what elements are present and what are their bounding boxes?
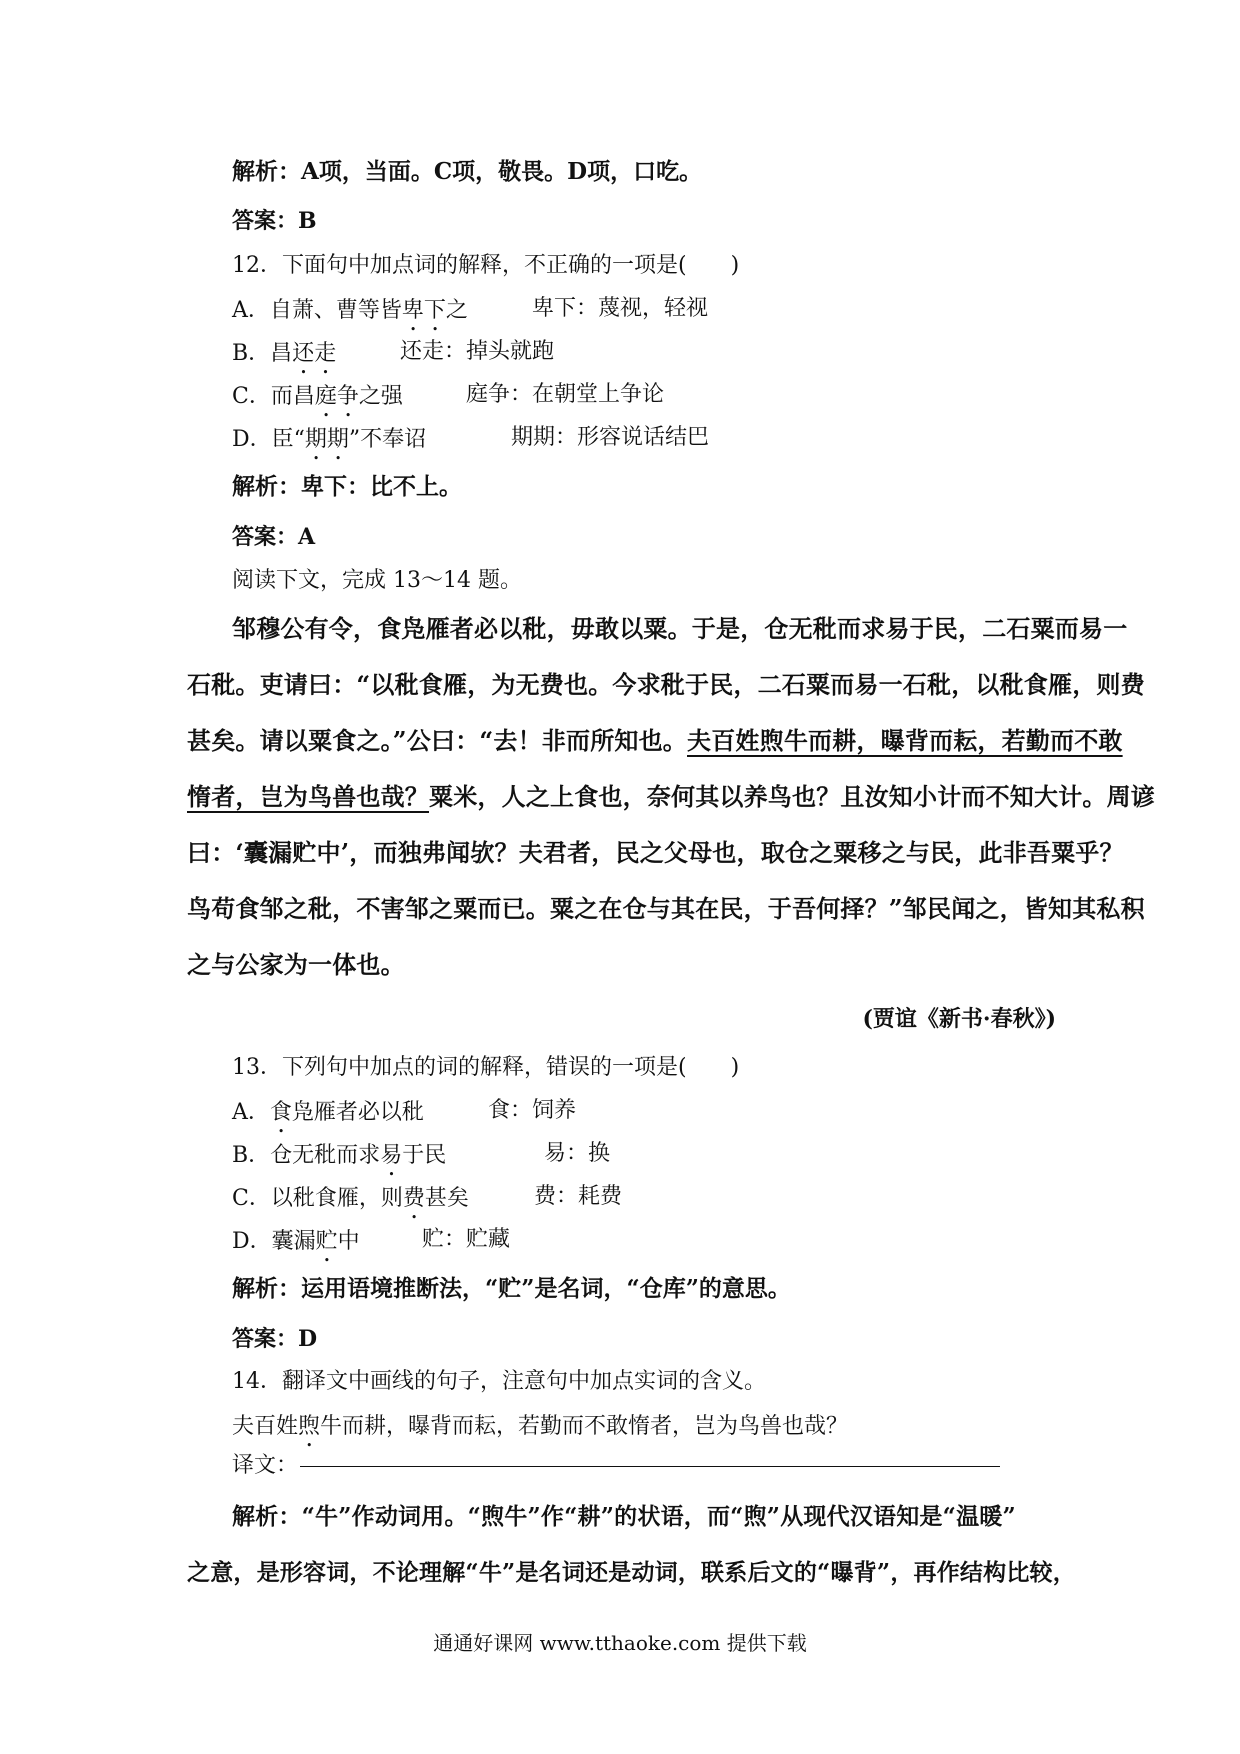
option-letter: D． — [232, 427, 272, 452]
passage-text: 甚矣。请以粟食之。”公曰：“去！非而所知也。 — [187, 726, 688, 755]
passage-line-3 — [187, 726, 1123, 755]
option-gloss: 还走：掉头就跑 — [400, 339, 555, 364]
option-letter: A． — [232, 1100, 270, 1125]
q14-analysis-line-2: 之意，是形容词，不论理解“牛”是名词还是动词，联系后文的“曝背”，再作结构比较， — [187, 1559, 1076, 1586]
reading-intro: 阅读下文，完成 13～14 题。 — [232, 568, 522, 593]
q12-option-a — [232, 296, 709, 336]
option-letter: A． — [232, 298, 270, 323]
passage-source: (贾谊《新书·春秋》) — [862, 1006, 1056, 1032]
option-text: 以秕食雁，则 — [270, 1186, 403, 1211]
option-gloss: 庭争：在朝堂上争论 — [466, 382, 665, 407]
q13-option-b — [232, 1141, 611, 1181]
passage-text: 粟米，人之上食也，奈何其以养鸟也？且汝知小计而不知大计。周谚 — [429, 782, 1155, 811]
option-text: 中 — [337, 1229, 360, 1254]
option-letter: C． — [232, 384, 271, 409]
option-text: 之强 — [358, 384, 403, 409]
translation-answer-line[interactable] — [300, 1466, 1000, 1467]
option-gloss: 贮：贮藏 — [422, 1227, 511, 1252]
dotted-word: 食 — [269, 1100, 292, 1125]
option-letter: C． — [232, 1186, 271, 1211]
q12-option-d — [232, 425, 710, 465]
q13-analysis: 解析：运用语境推断法，“贮”是名词，“仓库”的意思。 — [232, 1275, 791, 1302]
dotted-word: 卑下 — [401, 298, 446, 323]
translation-label: 译文： — [232, 1453, 299, 1478]
page-footer: 通通好课网 www.tthaoke.com 提供下载 — [433, 1631, 807, 1655]
option-text: ”不奉诏 — [348, 427, 427, 452]
option-text: 凫雁者必以秕 — [291, 1100, 424, 1125]
q11-answer: 答案：B — [232, 208, 317, 234]
option-gloss: 卑下：蔑视，轻视 — [532, 296, 709, 321]
q14-stem: 14．翻译文中画线的句子，注意句中加点实词的含义。 — [232, 1369, 766, 1394]
underlined-sentence: 夫百姓煦牛而耕，曝背而耘，若勤而不敢 — [687, 726, 1123, 755]
passage-line-5: 曰：‘囊漏贮中’，而独弗闻欤？夫君者，民之父母也，取仓之粟移之与民，此非吾粟乎？ — [187, 838, 1124, 867]
q12-stem: 12．下面句中加点词的解释，不正确的一项是( ) — [232, 253, 740, 278]
q11-analysis: 解析：A项，当面。C项，敬畏。D项，口吃。 — [232, 158, 703, 185]
option-text: 自萧、曹等皆 — [269, 298, 402, 323]
option-letter: B． — [232, 1143, 271, 1168]
option-gloss: 食：饲养 — [488, 1098, 577, 1123]
option-text: 仓无秕而求 — [270, 1143, 381, 1168]
option-text: 之 — [445, 298, 468, 323]
passage-line-4 — [187, 782, 1155, 811]
option-letter: D． — [232, 1229, 272, 1254]
q13-option-c — [232, 1184, 623, 1224]
q12-answer: 答案：A — [232, 524, 316, 550]
passage-line-2: 石秕。吏请曰：“以秕食雁，为无费也。今求秕于民，二石粟而易一石秕，以秕食雁，则费 — [187, 670, 1145, 699]
q14-analysis-line-1: 解析：“牛”作动词用。“煦牛”作“耕”的状语，而“煦”从现代汉语知是“温暖” — [232, 1503, 1016, 1530]
dotted-word: 煦 — [298, 1414, 321, 1439]
dotted-word: 贮 — [315, 1229, 338, 1254]
option-text: 昌 — [270, 341, 293, 366]
passage-line-7: 之与公家为一体也。 — [187, 950, 405, 979]
option-letter: B． — [232, 341, 271, 366]
option-gloss: 易：换 — [544, 1141, 611, 1166]
passage-line-1: 邹穆公有令，食凫雁者必以秕，毋敢以粟。于是，仓无秕而求易于民，二石粟而易一 — [232, 614, 1128, 643]
q12-option-b — [232, 339, 555, 379]
sentence-text: 夫百姓 — [232, 1414, 299, 1439]
option-text: 甚矣 — [424, 1186, 469, 1211]
q12-analysis: 解析：卑下：比不上。 — [232, 473, 462, 500]
q13-stem: 13．下列句中加点的词的解释，错误的一项是( ) — [232, 1055, 740, 1080]
option-text: 臣“ — [271, 427, 305, 452]
q14-sentence — [232, 1414, 848, 1452]
sentence-text: 牛而耕，曝背而耘，若勤而不敢惰者，岂为鸟兽也哉？ — [320, 1414, 849, 1439]
underlined-sentence: 惰者，岂为鸟兽也哉？ — [187, 782, 429, 811]
q13-option-a — [232, 1098, 577, 1138]
option-gloss: 期期：形容说话结巴 — [511, 425, 710, 450]
option-gloss: 费：耗费 — [534, 1184, 623, 1209]
option-text: 囊漏 — [271, 1229, 316, 1254]
passage-line-6: 鸟苟食邹之秕，不害邹之粟而已。粟之在仓与其在民，于吾何择？”邹民闻之，皆知其私积 — [187, 894, 1145, 923]
option-text: 而昌 — [270, 384, 315, 409]
q13-answer: 答案：D — [232, 1326, 318, 1352]
option-text: 于民 — [402, 1143, 447, 1168]
dotted-word: 费 — [402, 1186, 425, 1211]
q12-option-c — [232, 382, 665, 422]
dotted-word: 期期 — [304, 427, 349, 452]
dotted-word: 庭争 — [314, 384, 359, 409]
dotted-word: 易 — [380, 1143, 403, 1168]
dotted-word: 还走 — [292, 341, 337, 366]
q13-option-d — [232, 1227, 511, 1267]
